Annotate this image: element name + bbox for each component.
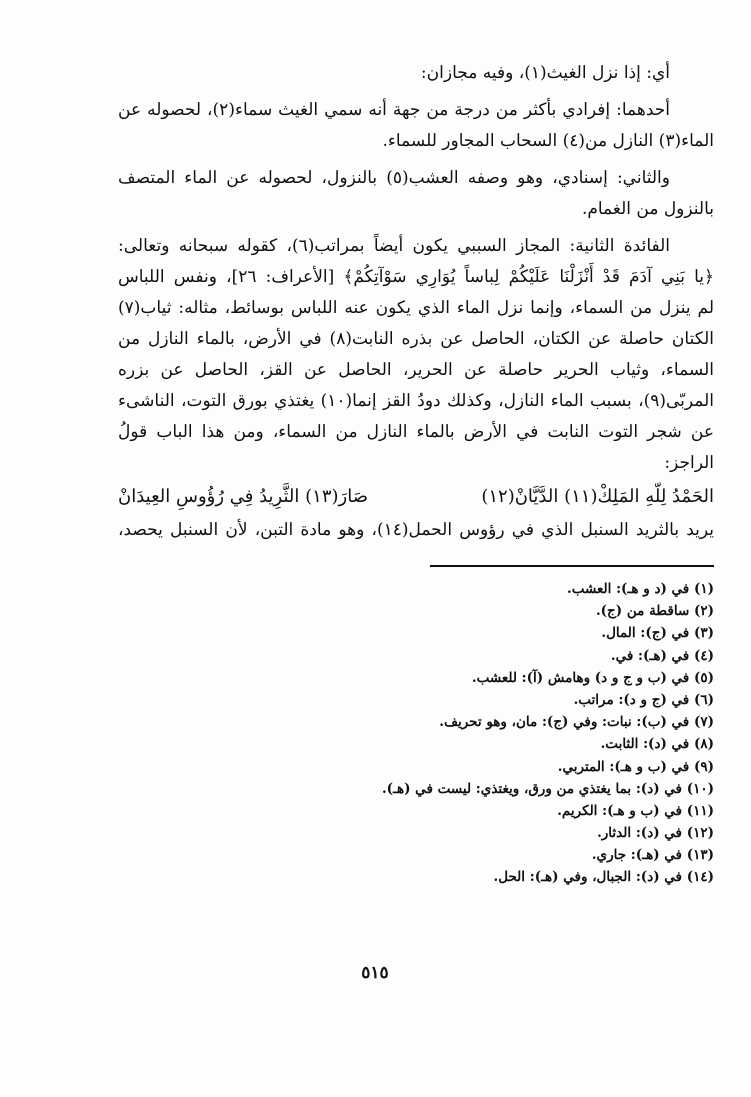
footnotes	[300, 578, 714, 889]
verse-second-hemistich: صَارَ(١٣) الثَّرِيدُ فِي رُؤُوسِ العِيدَانْ	[118, 486, 368, 507]
footnote: (٩) في (ب و هـ): المتربي.	[557, 758, 714, 775]
text-line: بالنزول من الغمام.	[581, 199, 714, 219]
footnote: (١) في (د و هـ): العشب.	[567, 581, 714, 597]
text-line: الكتان حاصلة عن الكتان، الحاصل عن بذره النابت(٨) في الأرض، بالماء النازل من	[118, 329, 714, 349]
text-line: عن شجر التوت النابت في الأرض بالماء النازل من السماء، ومن هذا الباب قولُ	[118, 422, 714, 442]
footnote: (١٠) في (د): بما يغتذي من ورق، ويغتذي: ليست في (هـ).	[381, 780, 714, 797]
text-line: أي: إذا نزل الغيث(١)، وفيه مجازان:	[420, 63, 670, 83]
text-line: الراجز:	[664, 453, 714, 473]
footnote: (٣) في (ج): المال.	[601, 625, 714, 642]
page-number: ٥١٥	[361, 963, 389, 983]
verse-first-hemistich: الحَمْدُ لِلّهِ المَلِكْ(١١) الدَّيَّانْ(١٢)	[481, 486, 714, 507]
text-line: السماء، وثياب الحرير حاصلة عن الحرير، الحاصل عن القز، الحاصل عن بزره	[118, 360, 714, 380]
footnote: (١١) في (ب و هـ): الكريم.	[557, 802, 714, 819]
footnote: (١٣) في (هـ): جاري.	[591, 847, 714, 864]
footnote-divider	[430, 565, 714, 567]
quran-verse-line: ﴿يا بَنِي آدَمَ قَدْ أَنْزَلْنَا عَلَيْكُمْ لِباساً يُوَارِي سَوْآتِكُمْ﴾ [الأعراف: ٢٦]، ونفس اللباس	[118, 267, 714, 287]
footnote: (٤) في (هـ): في.	[610, 647, 714, 664]
footnote: (٥) في (ب و ج و د) وهامش (آ): للعشب.	[471, 669, 714, 686]
footnote: (٦) في (ج و د): مراتب.	[573, 691, 714, 708]
text-line: أحدهما: إفرادي بأكثر من درجة من جهة أنه سمي الغيث سماء(٢)، لحصوله عن	[118, 100, 671, 120]
text-line: والثاني: إسنادي، وهو وصفه العشب(٥) بالنزول، لحصوله عن الماء المتصف	[118, 168, 670, 188]
text-line: الفائدة الثانية: المجاز السببي يكون أيضاً بمراتب(٦)، كقوله سبحانه وتعالى:	[118, 236, 671, 256]
text-line: لم ينزل من السماء، وإنما نزل الماء الذي يكون عنه اللباس بوسائط، مثاله: ثياب(٧)	[118, 298, 714, 318]
main-text	[118, 58, 714, 546]
text-line: الماء(٣) النازل من(٤) السحاب المجاور للسماء.	[382, 131, 714, 151]
footnote: (٧) في (ب): نبات: وفي (ج): مان، وهو تحريف.	[439, 714, 714, 731]
footnote: (٨) في (د): الثابت.	[600, 736, 714, 753]
poem-verse	[118, 479, 714, 515]
text-line: يريد بالثريد السنبل الذي في رؤوس الحمل(١٤)، وهو مادة التبن، لأن السنبل يحصد،	[118, 520, 714, 540]
footnote: (١٢) في (د): الدثار.	[597, 825, 714, 842]
footnote: (١٤) في (د): الجبال، وفي (هـ): الحل.	[493, 869, 714, 886]
text-line: المربّى(٩)، بسبب الماء النازل، وكذلك دودُ القز إنما(١٠) يغتذي بورق التوت، الناشىء	[118, 391, 714, 411]
footnote: (٢) ساقطة من (ج).	[595, 603, 714, 620]
